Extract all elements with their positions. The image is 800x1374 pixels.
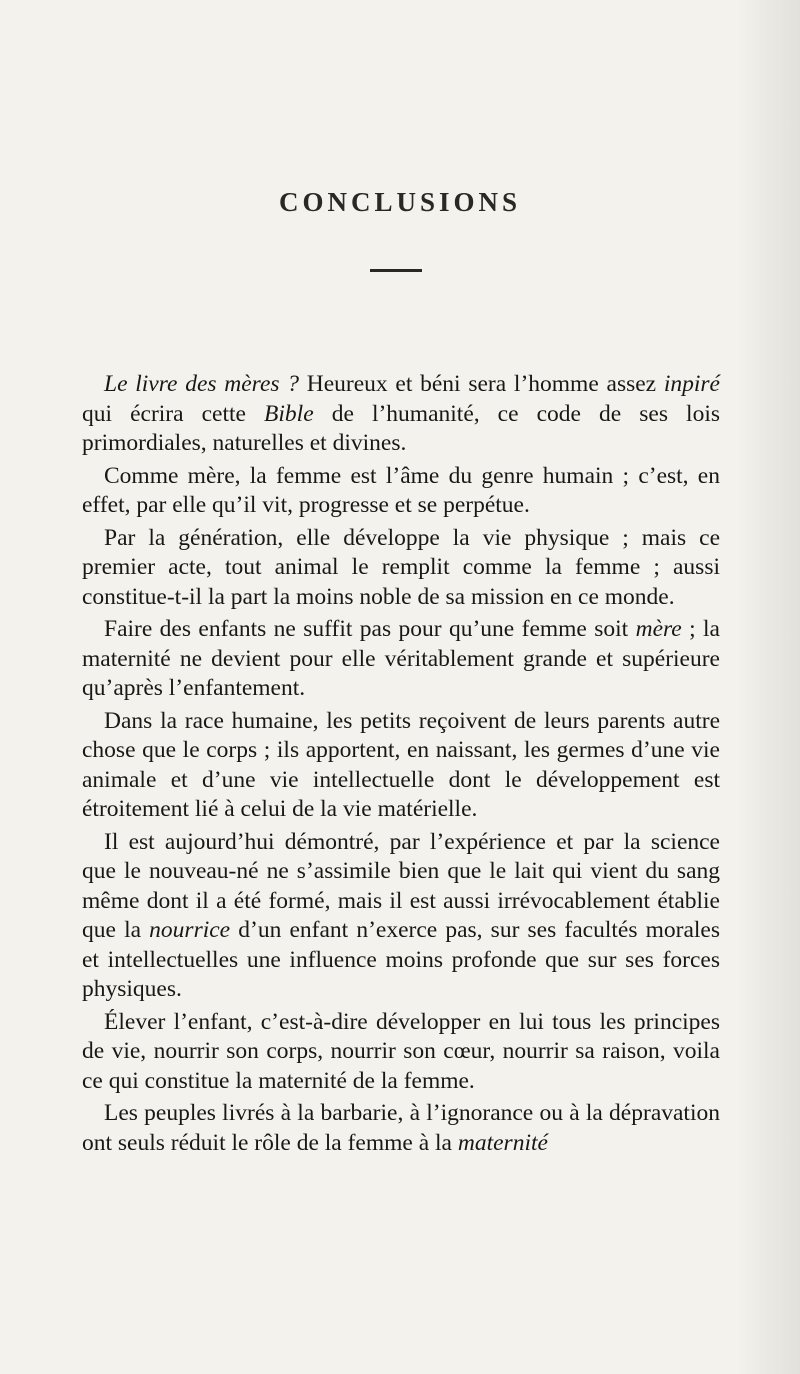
italic-text: maternité <box>457 1129 548 1156</box>
paragraph <box>82 370 720 459</box>
text-segment: de l’humanité, ce code de ses lois primordiales, naturelles et divines. <box>82 400 721 456</box>
italic-text: Le livre des mères ? <box>104 371 300 397</box>
paragraph <box>82 524 720 613</box>
paragraph <box>82 828 720 1005</box>
paragraph <box>82 1008 720 1097</box>
text-segment: qui écrira cette <box>82 400 265 427</box>
text-segment: Faire des enfants ne suffit pas pour qu’une femme soit <box>104 616 636 642</box>
text-segment: Les peuples livrés à la barbarie, à l’ignorance ou à la dépravation ont seuls réduit le rôle de la femme à la <box>82 1100 720 1156</box>
text-segment: Heureux et béni sera l’homme assez <box>299 371 664 397</box>
italic-text: mère <box>635 616 682 642</box>
text-segment: Élever l’enfant, c’est-à-dire développer en lui tous les principes de vie, nourrir son corps, nourrir son cœur, nourrir sa raison, voila ce qui constitue la maternité de la femme. <box>82 1008 720 1094</box>
title-rule <box>370 269 422 272</box>
text-segment: Comme mère, la femme est l’âme du genre humain ; c’est, en effet, par elle qu’il vit, progresse et se perpétue. <box>82 462 720 518</box>
chapter-title: CONCLUSIONS <box>278 187 522 217</box>
italic-text: Bible <box>264 400 314 427</box>
text-segment: Par la génération, elle développe la vie physique ; mais ce premier acte, tout animal le remplit comme la femme ; aussi constitue-t-il la part la moins noble de sa mission en ce monde. <box>82 524 720 610</box>
text-segment: Il est aujourd’hui démontré, par l’expérience et par la science que le nouveau-né ne s’assimile bien que le lait qui vient du sang même dont il a été formé, mais il est aussi irrévocablement établie que la <box>82 828 720 943</box>
paragraph <box>82 1099 720 1158</box>
italic-text: inpiré <box>663 371 720 397</box>
paragraph <box>82 707 720 825</box>
body-text <box>82 370 720 1161</box>
text-segment: d’un enfant n’exerce pas, sur ses facultés morales et intellectuelles une influence moins profonde que sur ses forces physiques. <box>82 917 720 1002</box>
text-segment: ; la maternité ne devient pour elle véritablement grande et supérieure qu’après l’enfantement. <box>82 616 720 701</box>
paragraph <box>82 462 720 521</box>
text-segment: Dans la race humaine, les petits reçoivent de leurs parents autre chose que le corps ; ils apportent, en naissant, les germes d’une vie animale et d’une vie intellectuelle dont le développement est étroitement lié à celui de la vie matérielle. <box>82 707 720 822</box>
italic-text: nourrice <box>149 917 231 943</box>
paragraph <box>82 615 720 704</box>
